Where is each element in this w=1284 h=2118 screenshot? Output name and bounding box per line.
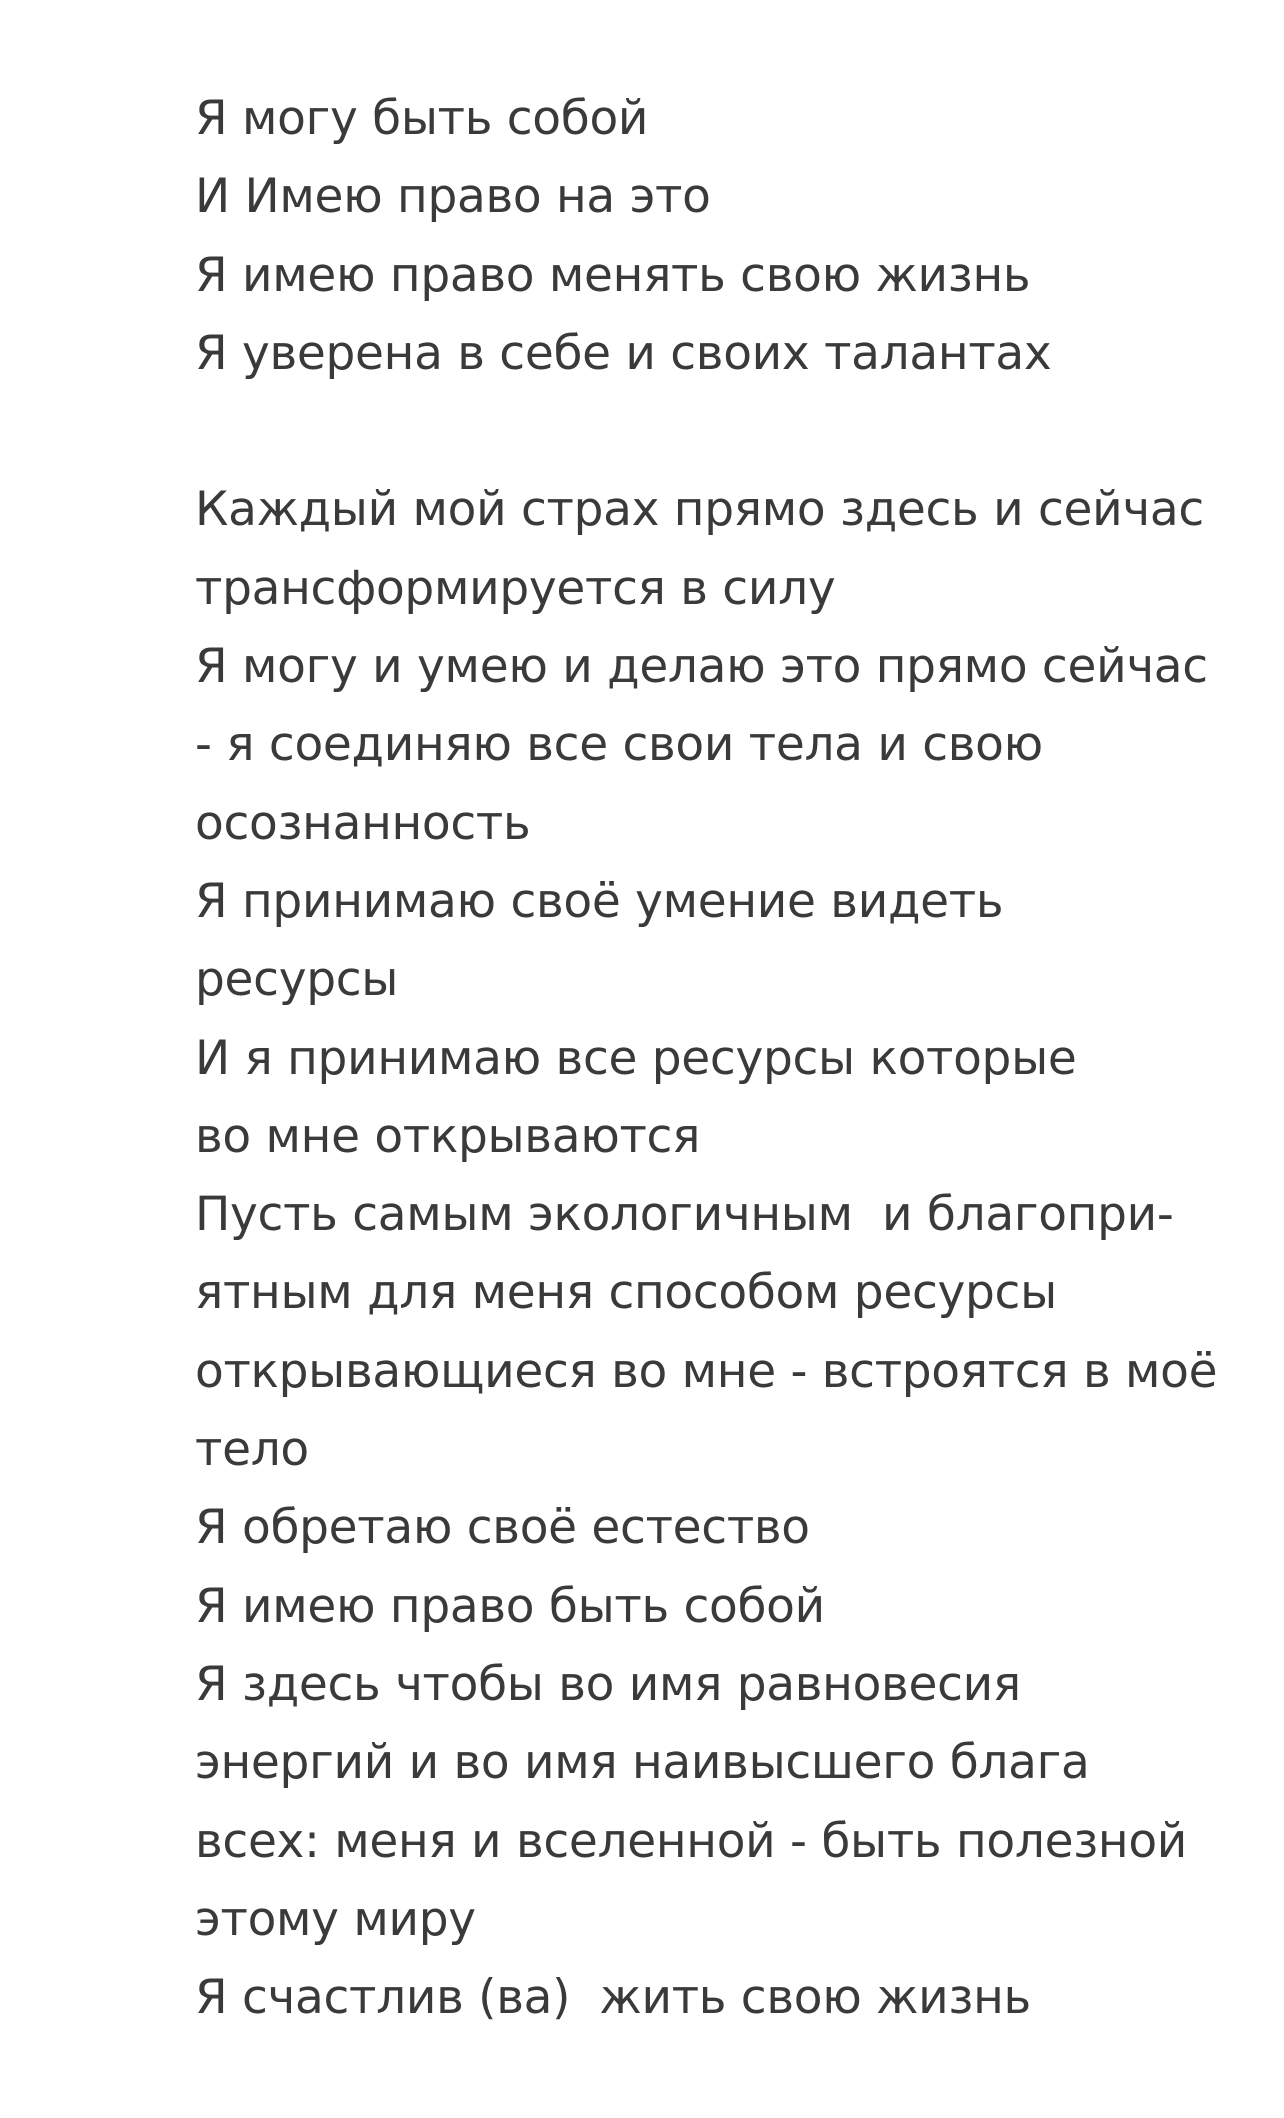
text-line: трансформируется в силу xyxy=(195,560,836,616)
text-line: энергий и во имя наивысшего блага xyxy=(195,1735,1090,1791)
text-line: тело xyxy=(195,1422,309,1478)
text-line: открывающиеся во мне - встроятся в моё xyxy=(195,1343,1218,1399)
text-line: Я обретаю своё естество xyxy=(195,1500,810,1556)
text-line: Я могу быть собой xyxy=(195,91,649,146)
text-line: ресурсы xyxy=(195,952,399,1008)
text-line: - я соединяю все свои тела и свою xyxy=(195,717,1043,773)
note-text-body xyxy=(195,80,1255,2037)
text-line: Я здесь чтобы во имя равновесия xyxy=(195,1656,1021,1712)
text-line: во мне открываются xyxy=(195,1108,701,1164)
text-line: Я уверена в себе и своих талантах xyxy=(195,325,1052,381)
text-line: Я имею право менять свою жизнь xyxy=(195,247,1031,303)
text-line: осознанность xyxy=(195,795,531,851)
text-line: И я принимаю все ресурсы которые xyxy=(195,1030,1077,1086)
text-line: Каждый мой страх прямо здесь и сейчас xyxy=(195,482,1204,538)
text-line: ятным для меня способом ресурсы xyxy=(195,1265,1057,1321)
text-line: Пусть самым экологичным и благопри- xyxy=(195,1187,1174,1243)
blank-line xyxy=(195,393,1255,471)
text-line: Я имею право быть собой xyxy=(195,1578,825,1634)
text-line: этому миру xyxy=(195,1891,476,1947)
text-line: Я счастлив (ва) жить свою жизнь xyxy=(195,1970,1031,2026)
text-line: Я принимаю своё умение видеть xyxy=(195,873,1004,929)
text-line: всех: меня и вселенной - быть полезной xyxy=(195,1813,1188,1869)
text-line: Я могу и умею и делаю это прямо сейчас xyxy=(195,639,1208,695)
text-line: И Имею право на это xyxy=(195,169,711,225)
